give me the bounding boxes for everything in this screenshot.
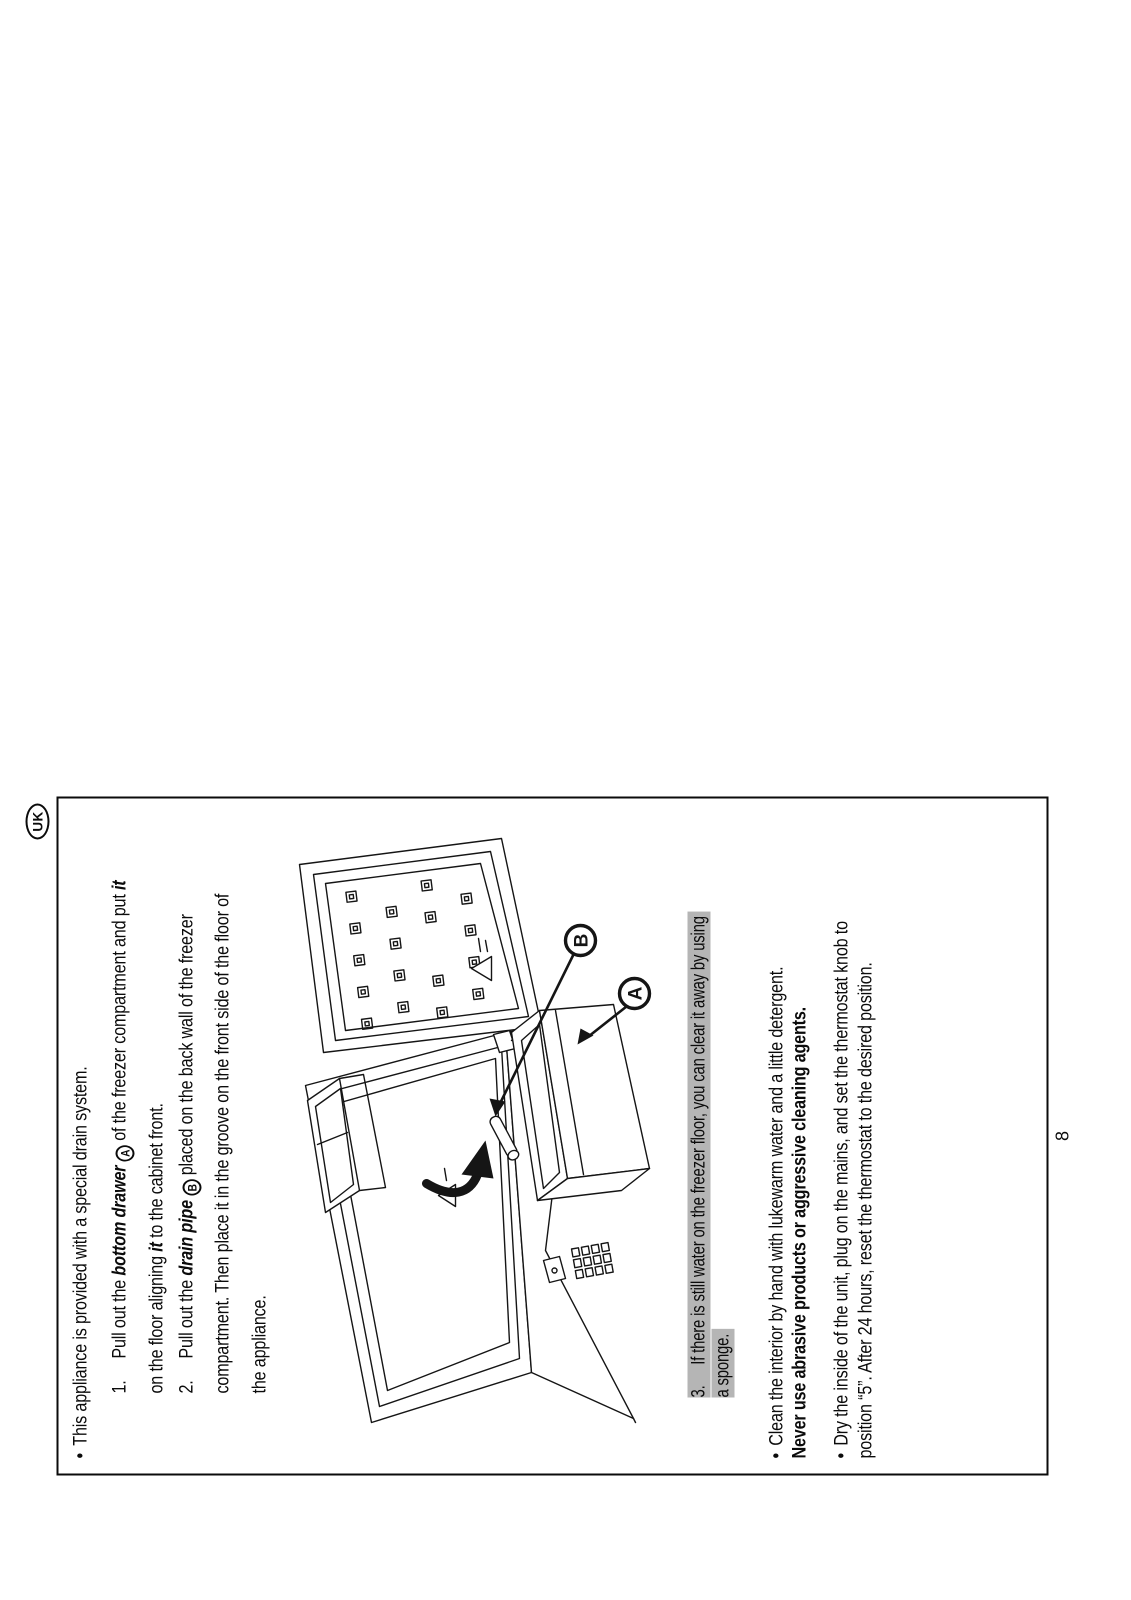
dry-text2: position “5”. After 24 hours, reset the thermostat to the desired position. (855, 961, 876, 1458)
dry-line2 (854, 962, 878, 1458)
bullet-icon: • (766, 1452, 787, 1458)
step1-sep (109, 1161, 130, 1165)
step3-number: 3. (688, 1384, 709, 1397)
clean-text: Clean the interior by hand with lukewarm water and a little detergent. (766, 966, 787, 1446)
step1-mid: of the freezer compartment and put (109, 889, 130, 1145)
step2-line2 (211, 893, 235, 1393)
step2-cont1: compartment. Then place it in the groove on the front side of the floor of (212, 893, 233, 1393)
step3-line1-highlighted (687, 911, 710, 1397)
circled-a-inline: A (115, 1145, 134, 1161)
step2-line1 (175, 914, 201, 1393)
step2-post: placed on the back wall of the freezer (176, 913, 197, 1180)
step1-it: it (109, 879, 130, 890)
step2-sep (176, 1195, 197, 1199)
step1-number: 1. (109, 1379, 130, 1393)
clean-warning-bold: Never use abrasive products or aggressive cleaning agents. (789, 1006, 810, 1458)
circled-b-inline: B (182, 1179, 201, 1195)
step2-term: drain pipe (176, 1199, 197, 1276)
step1-cont-it: it (146, 1241, 167, 1252)
label-a-letter: A (625, 986, 646, 1000)
step1-pre: Pull out the (109, 1275, 130, 1359)
step1-line2 (145, 1103, 169, 1393)
step2-cont2: the appliance. (249, 1294, 270, 1393)
clean-line1 (765, 966, 789, 1458)
language-badge-uk: UK (25, 803, 49, 839)
intro-text: This appliance is provided with a special drain system. (70, 1065, 91, 1446)
clean-line2 (788, 1006, 812, 1458)
step1-line1 (108, 880, 134, 1393)
step3-line2-highlighted (711, 1329, 734, 1397)
step2-number: 2. (176, 1379, 197, 1393)
step3-text1: If there is still water on the freezer floor, you can clear it away by using (688, 915, 709, 1365)
bullet-icon: • (831, 1452, 852, 1458)
step1-cont-post: to the cabinet front. (146, 1102, 167, 1242)
step1-cont-pre: on the floor aligning (146, 1251, 167, 1393)
step1-term: bottom drawer (109, 1165, 130, 1276)
page-number: 8 (1052, 1130, 1072, 1141)
bullet-icon: • (70, 1452, 91, 1458)
step2-pre: Pull out the (176, 1275, 197, 1359)
label-b-letter: B (571, 933, 592, 947)
freezer-lid (299, 838, 541, 1052)
intro-line (69, 1066, 93, 1458)
freezer-diagram (283, 830, 678, 1430)
step2-line3 (248, 1295, 272, 1393)
dry-line1 (830, 921, 854, 1458)
dry-text1: Dry the inside of the unit, plug on the mains, and set the thermostat knob to (831, 920, 852, 1446)
vent-grille (571, 1242, 613, 1278)
step3-text2: a sponge. (712, 1333, 733, 1397)
